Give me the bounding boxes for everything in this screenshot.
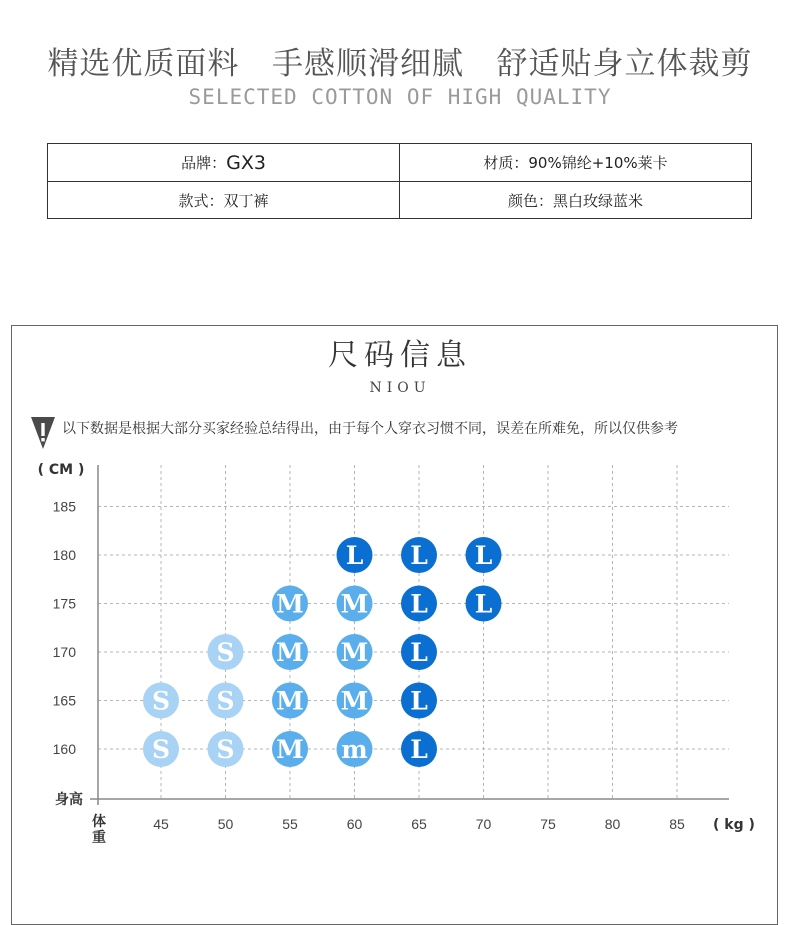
size-point-label: L — [345, 541, 364, 570]
size-point-label: L — [410, 589, 428, 619]
disclaimer-note: 以下数据是根据大部分买家经验总结得出，由于每个人穿衣习惯不同，误差在所难免，所以仅供参考 — [62, 421, 678, 437]
x-tick-label: 50 — [217, 816, 234, 832]
size-point-label: L — [474, 541, 493, 570]
size-point-label: M — [276, 686, 304, 716]
x-tick-label: 60 — [346, 816, 363, 832]
x-tick-label: 45 — [153, 816, 169, 832]
size-point-label: M — [276, 638, 304, 667]
warning-triangle-icon — [30, 415, 56, 451]
size-point-label: M — [340, 686, 369, 716]
size-point-label: S — [151, 686, 171, 716]
size-point-label: M — [340, 589, 369, 619]
size-point-label: M — [276, 735, 304, 764]
x-tick-label: 85 — [669, 816, 685, 832]
size-chart — [11, 455, 778, 885]
size-point-label: S — [216, 686, 235, 716]
spec-brand-value: GX3 — [226, 151, 266, 174]
size-point-label: M — [276, 589, 304, 619]
x-tick-label: 55 — [282, 816, 298, 832]
spec-style-cell: 款式：双丁裤 — [178, 192, 269, 210]
x-tick-label: 65 — [411, 816, 427, 832]
size-point-label: L — [474, 589, 493, 619]
x-tick-label: 75 — [540, 816, 556, 832]
y-axis-label: 身高 — [55, 792, 83, 808]
size-point-label: M — [340, 638, 369, 667]
size-point-label: L — [410, 638, 428, 667]
y-tick-label: 180 — [52, 547, 76, 563]
subline: SELECTED COTTON OF HIGH QUALITY — [188, 85, 612, 109]
size-point-label: L — [410, 735, 428, 764]
spec-brand-label: 品牌： — [181, 154, 227, 172]
size-panel-title: 尺码信息 — [328, 338, 472, 373]
size-point-label: S — [151, 735, 171, 764]
x-tick-label: 70 — [475, 816, 492, 832]
spec-table — [47, 143, 752, 219]
size-point-label: S — [216, 735, 235, 764]
y-axis-unit: ( CM ) — [37, 462, 85, 478]
spec-material-cell: 材质：90%锦纶+10%莱卡 — [399, 144, 751, 181]
x-axis-label: 体重 — [92, 814, 106, 846]
y-tick-label: 160 — [52, 741, 76, 757]
size-point-label: m — [341, 735, 368, 764]
spec-colors-cell: 颜色：黑白玫绿蓝米 — [399, 182, 751, 219]
x-tick-label: 80 — [604, 816, 621, 832]
spec-row — [48, 181, 751, 219]
headline: 精选优质面料 手感顺滑细腻 舒适贴身立体裁剪 — [47, 46, 753, 82]
x-axis-unit: ( kg ) — [713, 817, 755, 833]
spec-row — [48, 144, 751, 181]
y-tick-label: 165 — [52, 692, 76, 709]
y-tick-label: 185 — [52, 498, 76, 515]
size-panel-subtitle: NIOU — [369, 380, 431, 396]
y-tick-label: 175 — [52, 595, 76, 612]
y-tick-label: 170 — [52, 644, 76, 660]
size-point-label: S — [216, 638, 235, 667]
spec-brand-cell — [48, 144, 399, 181]
size-point-label: L — [410, 541, 428, 570]
size-point-label: L — [410, 686, 428, 716]
